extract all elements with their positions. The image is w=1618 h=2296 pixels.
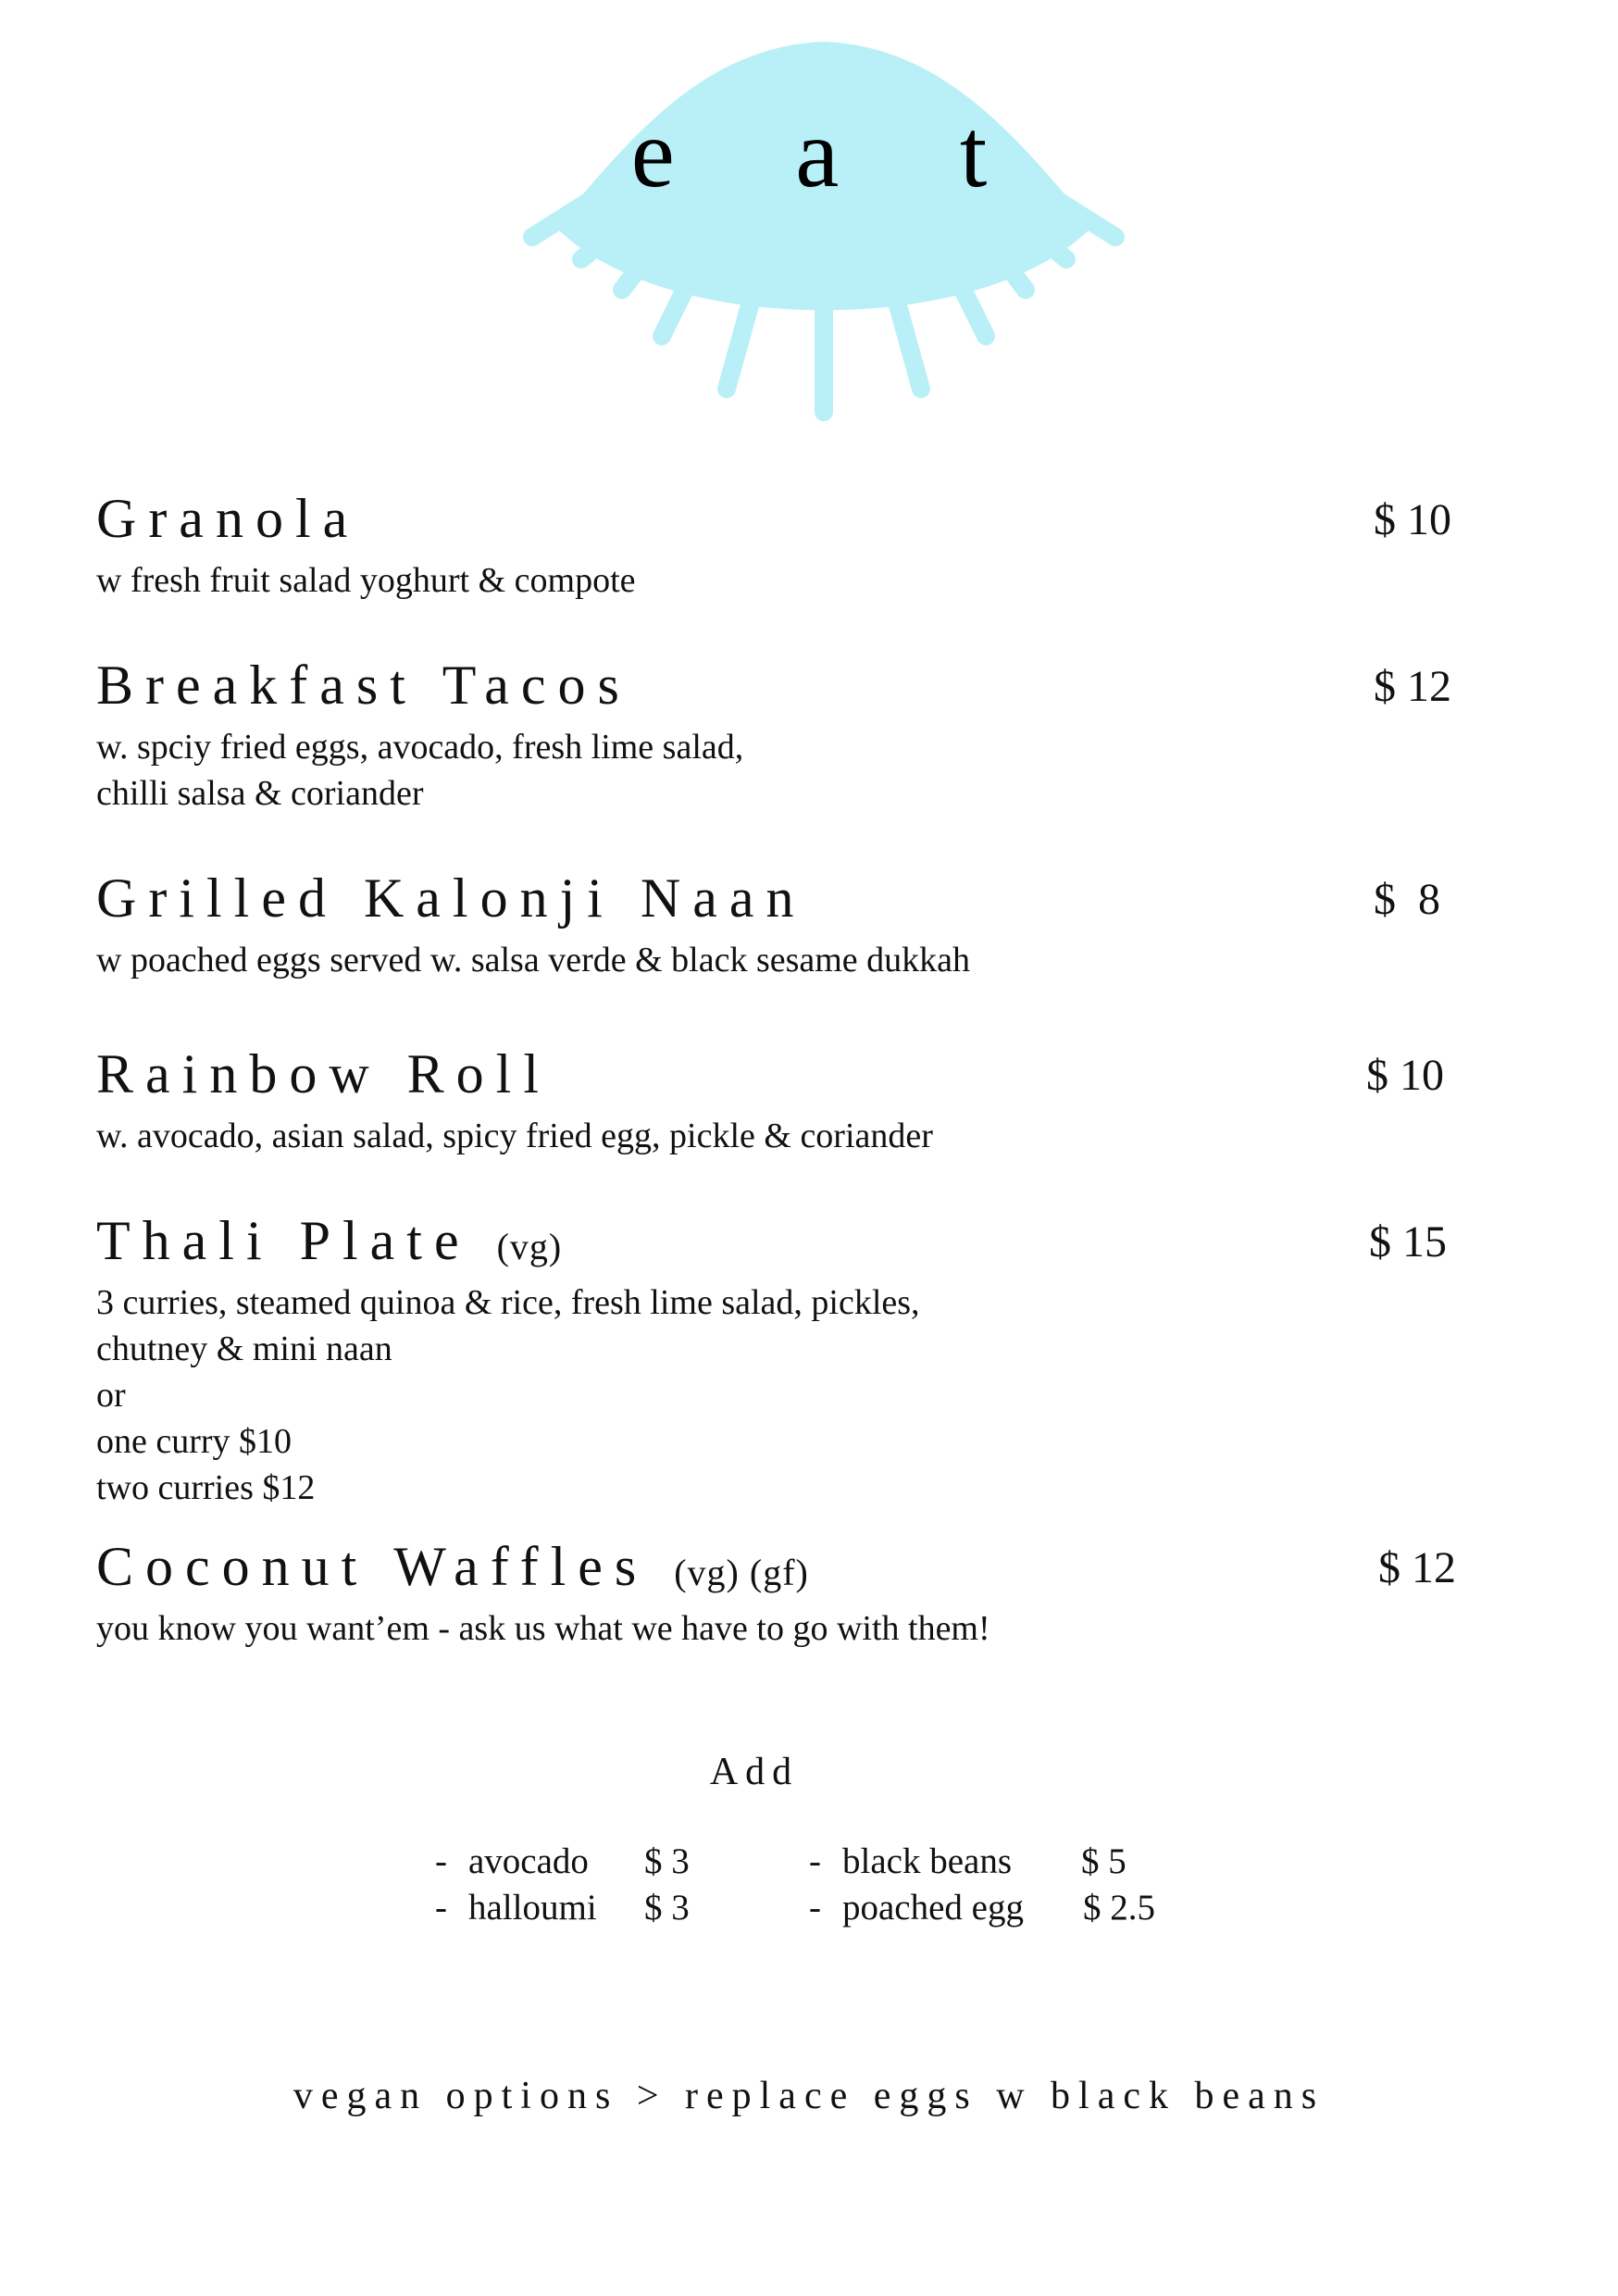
addon-price: $ 2.5 [1083, 1888, 1155, 1928]
addon-dash: - [809, 1888, 821, 1928]
item-price: $ 10 [1374, 495, 1451, 544]
menu-item [96, 1536, 1466, 1652]
addon-dash: - [435, 1888, 447, 1928]
addon-dash: - [809, 1841, 821, 1881]
addon-price: $ 5 [1081, 1841, 1126, 1881]
item-diet-tag: (vg) [496, 1226, 563, 1267]
eye-logo [518, 28, 1129, 435]
item-diet-tag: (vg) (gf) [674, 1552, 809, 1593]
item-description: w fresh fruit salad yoghurt & compote [96, 561, 636, 600]
item-description: w poached eggs served w. salsa verde & black sesame dukkah [96, 941, 971, 980]
item-name: Grilled Kalonji Naan [96, 867, 806, 929]
item-price: $ 15 [1369, 1217, 1447, 1267]
item-price: $ 12 [1374, 662, 1451, 711]
item-description: 3 curries, steamed quinoa & rice, fresh lime salad, pickles, chutney & mini naan or one curry $10 two curries $12 [96, 1283, 920, 1507]
item-name: Coconut Waffles [96, 1536, 649, 1597]
menu-item [96, 1043, 1466, 1159]
add-section-title: Add [709, 1751, 800, 1793]
addon-price: $ 3 [644, 1888, 690, 1928]
addon-name: poached egg [842, 1888, 1024, 1928]
menu-item [96, 488, 1466, 604]
item-description: w. spciy fried eggs, avocado, fresh lime salad, chilli salsa & coriander [96, 728, 744, 813]
addon-name: halloumi [468, 1888, 597, 1928]
page-title: e a t [630, 99, 1036, 207]
menu-item [96, 867, 1466, 983]
item-name: Breakfast Tacos [96, 655, 631, 716]
item-name: Thali Plate [96, 1210, 471, 1271]
item-price: $ 8 [1374, 875, 1440, 924]
addon-dash: - [435, 1841, 447, 1881]
item-description: you know you want’em - ask us what we have to go with them! [96, 1609, 990, 1648]
vegan-options-note: vegan options > replace eggs w black beans [292, 2075, 1326, 2117]
item-name: Rainbow Roll [96, 1043, 552, 1104]
addon-price: $ 3 [644, 1841, 690, 1881]
addon-name: black beans [842, 1841, 1013, 1881]
item-price: $ 10 [1366, 1051, 1444, 1100]
item-price: $ 12 [1378, 1543, 1456, 1592]
item-name: Granola [96, 488, 360, 549]
addon-name: avocado [468, 1841, 589, 1881]
menu-item [96, 657, 1466, 817]
menu-item [96, 1210, 1466, 1511]
item-description: w. avocado, asian salad, spicy fried egg, pickle & coriander [96, 1117, 933, 1155]
